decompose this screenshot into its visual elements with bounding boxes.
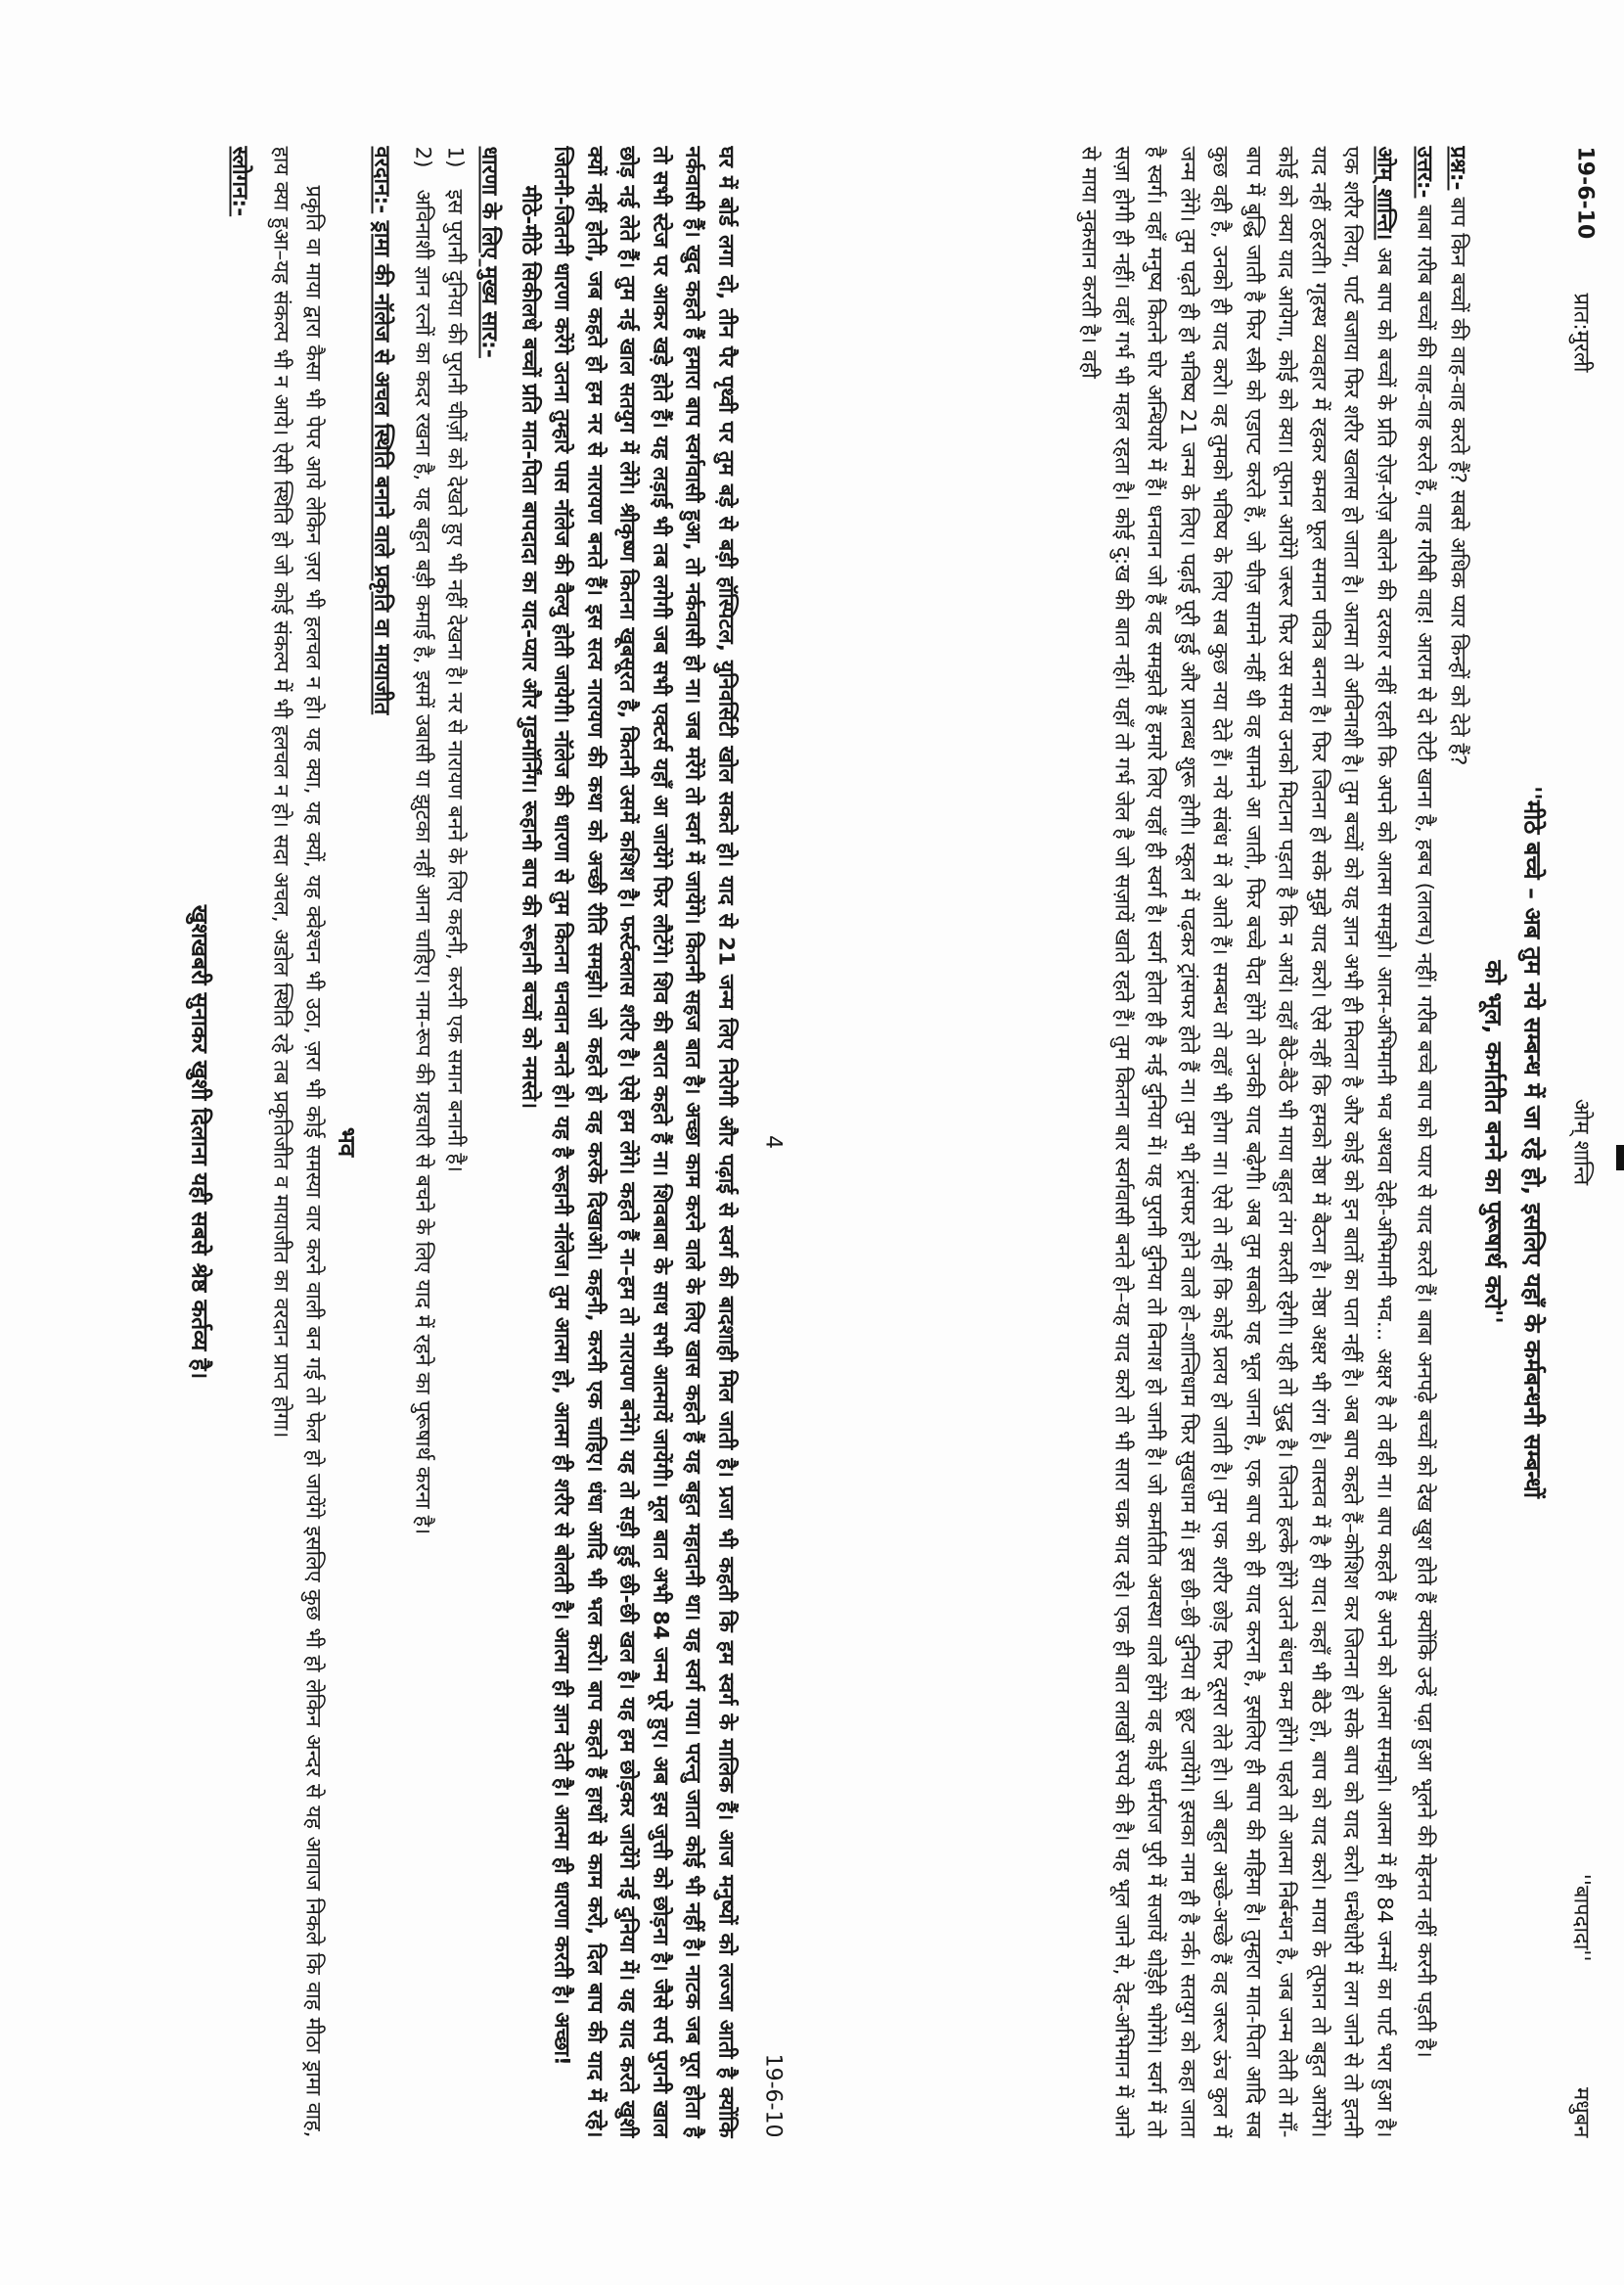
list-item (439, 147, 473, 2138)
item-text: अविनाशी ज्ञान रत्नों का कदर रखना है, यह बहुत बड़ी कमाई है, इसमें उबासी या झुटका नहीं आना चाहिए। नाम-रूप की ग्रहचारी से बचने के लिए याद में रहने का पुरूषार्थ करना है। (410, 189, 435, 1535)
page-number: 4 (760, 1135, 786, 1149)
header-date: 19-6-10 (1572, 146, 1598, 240)
header-date: 19-6-10 (760, 2053, 786, 2138)
closing-blessing: मीठे-मीठे सिकीलधे बच्चों प्रति मात-पिता बापदादा का याद-प्यार और गुडमॉर्निंग। रूहानी बाप की रूहानी बच्चों को नमस्ते। (517, 185, 542, 1109)
slogan-label: स्लोगन:- (228, 146, 252, 217)
question-text: बाप किन बच्चों की वाह-वाह करते हैं? सबसे अधिक प्यार किन्हों को देते हैं? (1445, 197, 1470, 766)
right-page (813, 0, 1624, 2285)
vardan-title: ड्रामा की नॉलेज से अचल स्थिति बनाने वाले प्रकृति वा मायाजीत (370, 220, 394, 715)
vardan-body: प्रकृति वा माया द्वारा कैसा भी पेपर आये लेकिन ज़रा भी हलचल न हो। यह क्या, यह क्यों, यह क्वेश्चन भी उठा, ज़रा भी कोई समस्या वार करने वाली बन गई तो फेल हो जायेंगे इसलिए कुछ भी हो लेकिन अन्दर से यह आवाज निकले कि वाह मीठा ड्रामा वाह, हाय क्या हुआ–यह संकल्प भी न आये। ऐसी स्थिति हो जो कोई संकल्प में भी हलचल न हो। सदा अचल, अडोल स्थिति रहे तब प्रकृतिजीत व मायाजीत का वरदान प्राप्त होगा। (268, 146, 326, 2138)
continued-body: घर में बोर्ड लगा दो, तीन पैर पृथ्वी पर तुम बड़े से बड़ी हॉस्पिटल, युनिवर्सिटी खोल सकते हो। याद से 21 जन्म लिए निरोगी और पढ़ाई से स्वर्ग की बादशाही मिल जाती है। प्रजा भी कहती कि हम स्वर्ग के मालिक हैं। आज मनुष्यों को लज्जा आती है क्योंकि नर्कवासी हैं। खुद कहते हैं हमारा बाप स्वर्गवासी हुआ, तो नर्कवासी हो ना। जब मरेंगे तो स्वर्ग में जायेंगे। कितनी सहज बात है। अच्छा काम करने वाले के लिए खास कहते हैं यह बहुत महादानी था। यह स्वर्ग गया। परन्तु जाता कोई भी नहीं है। नाटक जब पूरा होता है तो सभी स्टेज पर आकर खड़े होते हैं। यह लड़ाई भी तब लगेगी जब सभी एक्टर्स यहाँ आ जायेंगे फिर लौटेंगे। शिव की बरात कहते हैं ना। शिवबाबा के साथ सभी आत्मायें जायेंगी। मूल बात अभी 84 जन्म पूरे हुए। अब इस जुत्ती को छोड़ना है। जैसे सर्प पुरानी खाल छोड़ नई लेते हैं। तुम नई खाल सतयुग में लेंगे। श्रीकृष्ण कितना खूबसूरत है, कितनी उसमें कशिश है। फर्स्टक्लास शरीर है। ऐसे हम लेंगे। कहते हैं ना–हम तो नारायण बनेंगे। यह तो सड़ी हुई छी-छी खल है। यह हम छोड़कर जायेंगे नई दुनिया में। यह याद करते खुशी क्यों नहीं होती, जब कहते हो हम नर से नारायण बनते हैं। इस सत्य नारायण की कथा को अच्छी रीति समझो। जो कहते हो वह करके दिखाओ। कहनी, करनी एक चाहिए। धंधा आदि भी भल करो। बाप कहते हैं हाथों से काम करो, दिल बाप की याद में रहे। जितनी-जितनी धारणा करेंगे उतना तुम्हारे पास नॉलेज की वैल्यु होती जायेगी। नॉलेज की धारणा से तुम कितना धनवान बनते हो। यह है रूहानी नॉलेज। तुम आत्मा हो, आत्मा ही शरीर से बोलती है। आत्मा ही ज्ञान देती है। आत्मा ही धारणा करती है। अच्छा! (550, 146, 739, 2138)
item-number: 1) (443, 146, 468, 168)
vardan-title-line-2: भव (334, 1126, 361, 1158)
answer-label: उत्तर:- (1413, 146, 1437, 199)
question (1441, 147, 1474, 2138)
header-place: मधुबन (1568, 2087, 1594, 2138)
slogan-text: खुशखबरी सुनाकर खुशी दिलाना यही सबसे श्रेष्ठ कर्तव्य है। (187, 904, 212, 1380)
page-header (1555, 147, 1598, 2138)
list-item (406, 147, 439, 2138)
header-om-shanti: ओम् शान्ति (1568, 1098, 1594, 1186)
header-type: प्रात:मुरली (1568, 293, 1594, 373)
murli-title-line-2: को भूल, कर्मातीत बनने का पुरूषार्थ करो'' (1479, 960, 1508, 1324)
left-page (1, 0, 813, 2285)
item-text: इस पुरानी दुनिया की पुरानी चीज़ों को देखते हुए भी नहीं देखना है। नर से नारायण बनने के लिए कहनी, करनी एक समान बनानी है। (443, 189, 468, 1172)
murli-body (1073, 147, 1401, 2138)
header-baapdada: ''बापदादा'' (1568, 1873, 1594, 1962)
answer (1409, 147, 1442, 2138)
answer-text: बाबा गरीब बच्चों की वाह-वाह करते हैं, वाह गरीबी वाह! आराम से दो रोटी खाना है, हबच (लालच) नहीं। गरीब बच्चे बाप को प्यार से याद करते हैं। बाबा अनपढ़े बच्चों को देख खुश होते हैं क्योंकि उन्हें पढ़ा हुआ भूलने की मेहनत नहीं करनी पड़ती है। (1413, 205, 1437, 2058)
dharna-list (406, 147, 472, 2138)
scan-edge-mark (1616, 1145, 1624, 1170)
question-label: प्रश्न:- (1445, 146, 1470, 191)
murli-title-line-1: ''मीठे बच्चे – अब तुम नये सम्बन्ध में जा रहे हो, इसलिए यहाँ के कर्मबन्धनी सम्बन्धों (1518, 786, 1547, 1498)
vardan-heading (365, 147, 398, 2138)
om-shanti-label: ओम् शान्ति। (1372, 146, 1397, 241)
murli-body-text: अब बाप को बच्चों के प्रति रोज़-रोज़ बोलने की दरकार नहीं रहती कि अपने को आत्मा समझो। आत्म-अभिमानी भव अथवा देही-अभिमानी भव... अक्षर है तो वही ना। बाप कहते हैं अपने को आत्मा समझो। आत्मा में ही 84 जन्मों का पार्ट भरा हुआ है। एक शरीर लिया, पार्ट बजाया फिर शरीर खलास हो जाता है। आत्मा तो अविनाशी है। तुम बच्चों को यह ज्ञान अभी ही मिलता है और कोई को इन बातों का पता नहीं है। अब बाप कहते हैं–कोशिश कर जितना हो सके बाप को याद करो। धन्धेधोरी में लग जाने से तो इतनी याद नहीं ठहरती। गृहस्थ व्यवहार में रहकर कमल फूल समान पवित्र बनना है। फिर जितना हो सके मुझे याद करो। ऐसे नहीं कि हमको नेष्ठा में बैठना है। नेष्ठा अक्षर भी रांग है। वास्तव में है ही याद। कहाँ भी बैठे हो, बाप को याद करो। माया के तूफान तो बहुत आयेंगे। कोई को क्या याद आयेगा, कोई को क्या। तूफान आयेंगे जरूर फिर उस समय उनको मिटाना पड़ता है कि न आयें। वहाँ बैठे-बैठे भी माया बहुत तंग करती रहेगी। यही तो युद्ध है। जितने हल्के होंगे उतने बंधन कम होंगे। पहले तो आत्मा निर्बन्धन है, जब जन्म लेती तो माँ-बाप में बुद्धि जाती है फिर स्त्री को एडाप्ट करते हैं, जो चीज़ सामने नहीं थी वह सामने आ जाती, फिर बच्चे पैदा होंगे तो उनकी याद बढ़ेगी। अब तुम सबको यह भूल जाना है, एक बाप को ही याद करना है, इसलिए ही बाप की महिमा है। तुम्हारा मात-पिता आदि सब कुछ वही है, उनको ही याद करो। वह तुमको भविष्य के लिए सब कुछ नया देते हैं। नये संबंध में ले आते हैं। सम्बन्ध तो वहाँ भी होगा ना। ऐसे तो नहीं कि कोई प्रलय हो जाती है। तुम एक शरीर छोड़ फिर दूसरा लेते हो। जो बहुत अच्छे-अच्छे हैं वह जरूर ऊंच कुल में जन्म लेंगे। तुम पढ़ते ही हो भविष्य 21 जन्म के लिए। पढ़ाई पूरी हुई और प्रालब्ध शुरू होगी। स्कूल में पढ़कर ट्रांसफर होते हैं ना। तुम भी ट्रांसफर होने वाले हो–शान्तिधाम फिर सुखधाम में। इस छी-छी दुनिया से छूट जायेंगे। इसका नाम ही है नर्क। सतयुग को कहा जाता है स्वर्ग। वहाँ मनुष्य कितने घोर अन्धियारे में हैं। धनवान जो हैं वह समझते हैं हमारे लिए यहाँ ही स्वर्ग है। स्वर्ग होता ही है नई दुनिया में। यह पुरानी दुनिया तो विनाश हो जानी है। जो कर्मातीत अवस्था वाले होंगे वह कोई धर्मराज पुरी में सजायें थोड़ेही भोगेंगे। स्वर्ग में तो सज़ा होगी ही नहीं। वहाँ गर्भ भी महल रहता है। कोई दु:ख की बात नहीं। यहाँ तो गर्भ जेल है जो सज़ायें खाते रहते हैं। तुम कितना बार स्वर्गवासी बनते हो–यह याद करो तो भी सारा चक्र याद रहे। एक ही बात लाखों रुपये की है। यह भूल जाने से, देह-अभिमान में आने से माया नुकसान करती है। वही (1077, 146, 1397, 2138)
vardan-label: वरदान:- (370, 146, 394, 214)
page-header (743, 147, 786, 2138)
dharna-heading: धारणा के लिए मुख्य सार:- (477, 146, 502, 358)
item-number: 2) (410, 146, 435, 168)
